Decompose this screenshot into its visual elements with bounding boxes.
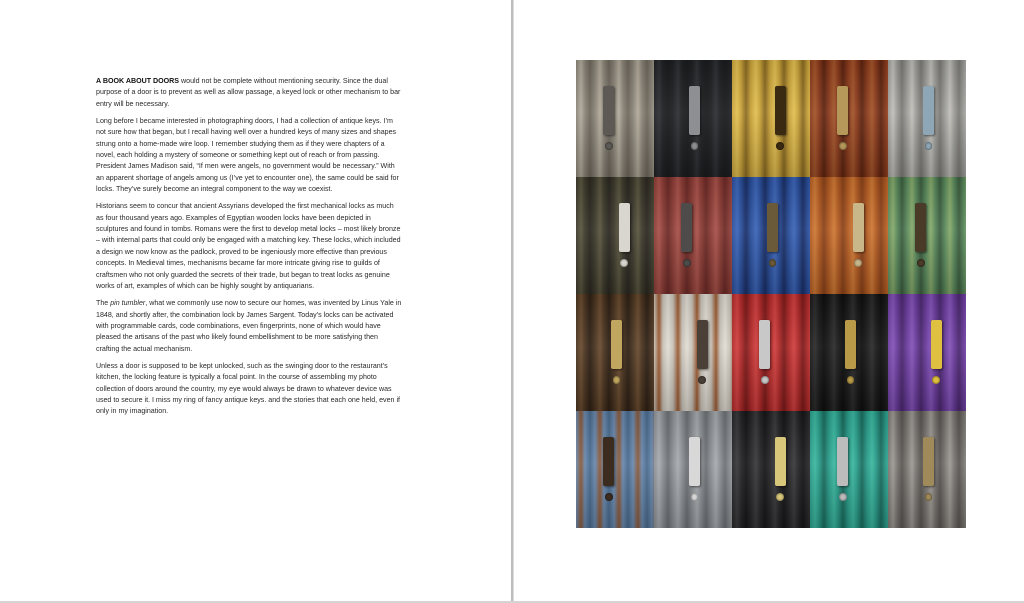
lock-hardware-icon <box>837 437 848 486</box>
keyhole-icon <box>932 376 940 384</box>
lock-hardware-icon <box>845 320 856 369</box>
photo-tile-orange-wood-double-handles <box>810 177 888 294</box>
lock-hardware-icon <box>681 203 692 252</box>
lock-hardware-icon <box>923 86 934 135</box>
lock-hardware-icon <box>603 437 614 486</box>
keyhole-icon <box>839 493 847 501</box>
keyhole-icon <box>925 142 933 150</box>
keyhole-icon <box>605 142 613 150</box>
lock-hardware-icon <box>775 86 786 135</box>
photo-tile-yellow-peeling-paint-lock <box>732 60 810 177</box>
photo-tile-rusty-white-door <box>654 294 732 411</box>
tile-shading <box>888 294 966 411</box>
lock-hardware-icon <box>689 437 700 486</box>
keyhole-icon <box>776 493 784 501</box>
photo-tile-brown-door-brass-handle <box>576 294 654 411</box>
keyhole-icon <box>847 376 855 384</box>
tile-shading <box>732 60 810 177</box>
photo-tile-gray-wood-padlock <box>888 60 966 177</box>
lock-hardware-icon <box>915 203 926 252</box>
body-text <box>96 76 402 423</box>
keyhole-icon <box>925 493 933 501</box>
paragraph-closing: Unless a door is supposed to be kept unlocked, such as the swinging door to the restaurant’s kitchen, the locking feature is typically a focal point. In the course of assembling my photo collection of doors around the country, my eye would always be drawn to whatever device was used to secure it. I miss my ring of fancy antique keys. and the stories that each one held, even if only in my imagination. <box>96 361 401 416</box>
pin-tumbler-term: pin tumbler <box>110 299 146 308</box>
keyhole-icon <box>683 259 691 267</box>
photo-tile-weathered-gray-wood-latch <box>576 60 654 177</box>
photo-tile-blue-door-latch <box>732 177 810 294</box>
tile-shading <box>732 411 810 528</box>
keyhole-icon <box>769 259 777 267</box>
paragraph-history: Historians seem to concur that ancient Assyrians developed the first mechanical locks as much as four thousand years ago. Examples of Egyptian wooden locks have been depicted in sculptures and found in tombs. Romans were the first to develop metal locks – most likely bronze – with internal parts that could only be engaged with a matching key. These locks, which included a design we now know as the padlock, proved to be ingeniously more effective than previous concepts. In Medieval times, mechanisms became far more intricate giving rise to guilds of craftsmen who not only guarded the secrets of their trade, but began to treat locks as genuine works of art, examples of which can be highly sought by antiquarians. <box>96 202 401 291</box>
photo-tile-dark-wood-padlock <box>576 177 654 294</box>
tile-shading <box>576 60 654 177</box>
tile-shading <box>576 177 654 294</box>
paragraph-intro: A BOOK ABOUT DOORS would not be complete without mentioning security. Since the dual purpose of a door is to prevent as well as allow passage, a keyed lock or other mechanism to bar entry will be necessary. <box>96 77 401 108</box>
photo-tile-gray-wood-padlock-2 <box>888 411 966 528</box>
lock-hardware-icon <box>697 320 708 369</box>
lock-hardware-icon <box>923 437 934 486</box>
tile-shading <box>654 294 732 411</box>
keyhole-icon <box>761 376 769 384</box>
keyhole-icon <box>776 142 784 150</box>
keyhole-icon <box>691 142 699 150</box>
lock-hardware-icon <box>611 320 622 369</box>
photo-tile-gray-door-latches <box>654 411 732 528</box>
tile-shading <box>576 411 654 528</box>
paragraph-antique-keys: Long before I became interested in photographing doors, I had a collection of antique keys. I’m not sure how that began, but I recall having well over a hundred keys of many sizes and shapes strung onto a home-made wire loop. I remember studying them as if they were chapters of a novel, each holding a mystery of someone or something kept out of reach or from passing. President James Madison said, “If men were angels, no government would be necessary.” With an apparent shortage of angels among us (I’ve yet to encounter one), the same could be said for locks. They’ve surely become an integral component to the way we coexist. <box>96 116 399 194</box>
keyhole-icon <box>613 376 621 384</box>
lock-hardware-icon <box>619 203 630 252</box>
photo-tile-red-wood-brass-deadbolt <box>810 60 888 177</box>
keyhole-icon <box>854 259 862 267</box>
tile-shading <box>654 177 732 294</box>
tile-shading <box>810 60 888 177</box>
keyhole-icon <box>691 493 699 501</box>
lock-hardware-icon <box>853 203 864 252</box>
keyhole-icon <box>605 493 613 501</box>
lock-hardware-icon <box>775 437 786 486</box>
left-page <box>0 0 512 601</box>
keyhole-icon <box>839 142 847 150</box>
lock-hardware-icon <box>759 320 770 369</box>
photo-tile-black-door-brass-plate <box>810 294 888 411</box>
door-lock-photo-collage <box>576 60 966 528</box>
paragraph-pin-tumbler: The pin tumbler, what we commonly use now to secure our homes, was invented by Linus Yale in 1848, and shortly after, the combination lock by James Sargent. Today’s locks can be activated with programmable cards, code combinations, even fingerprints, none of which would have pleased the artisans of the past who likely found embellishment to be more satisfying then crafting the actual mechanism. <box>96 299 402 353</box>
lock-hardware-icon <box>931 320 942 369</box>
tile-shading <box>810 411 888 528</box>
photo-tile-black-door-yellow-box <box>732 411 810 528</box>
lock-hardware-icon <box>603 86 614 135</box>
keyhole-icon <box>917 259 925 267</box>
keyhole-icon <box>620 259 628 267</box>
photo-tile-green-peeling-door <box>888 177 966 294</box>
lock-hardware-icon <box>767 203 778 252</box>
photo-tile-red-door-silver-plates <box>732 294 810 411</box>
tile-shading <box>732 294 810 411</box>
lock-hardware-icon <box>837 86 848 135</box>
tile-shading <box>810 177 888 294</box>
tile-shading <box>888 177 966 294</box>
photo-tile-purple-door-sign <box>888 294 966 411</box>
lead-in-caps: A BOOK ABOUT DOORS <box>96 77 180 85</box>
lock-hardware-icon <box>689 86 700 135</box>
photo-tile-black-door-handle-keyhole <box>654 60 732 177</box>
photo-tile-teal-door-padlock <box>810 411 888 528</box>
keyhole-icon <box>698 376 706 384</box>
photo-tile-blue-wood-cross-planks <box>576 411 654 528</box>
photo-tile-red-weathered-door <box>654 177 732 294</box>
